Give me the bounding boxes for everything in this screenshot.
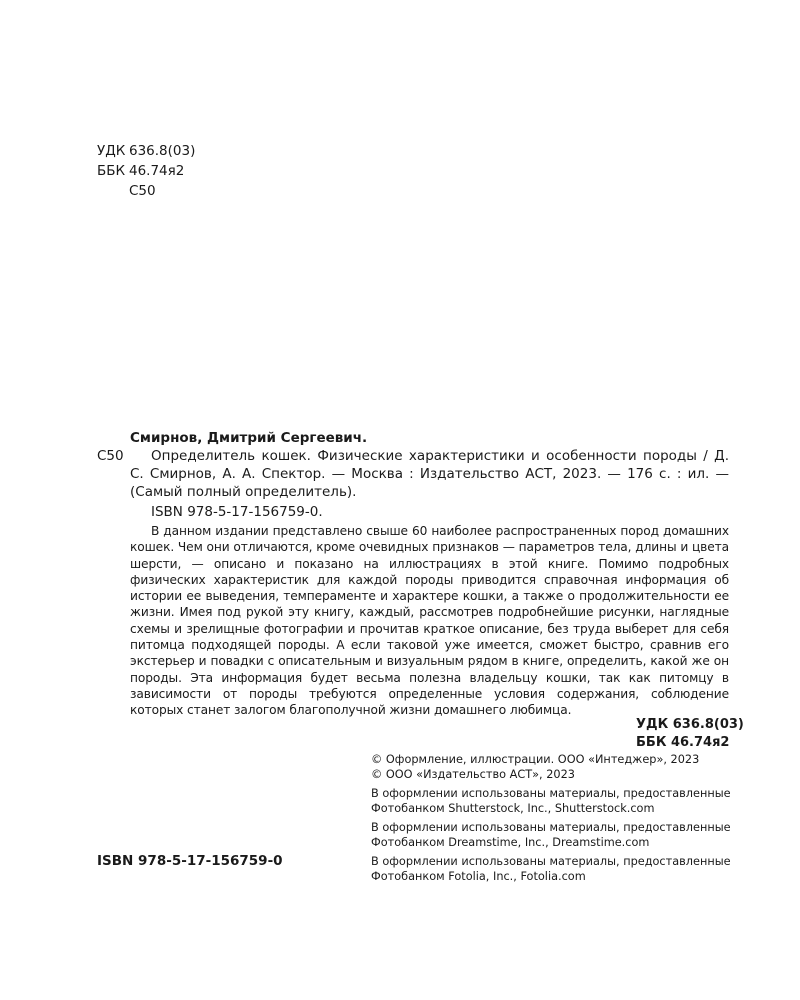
copyright-notice: © Оформление, иллюстрации. ООО «Интеджер», 2023 © ООО «Издательство АСТ», 2023 [371, 753, 700, 781]
author-sign: С50 [129, 183, 156, 199]
photo-credit-fotolia: В оформлении использованы материалы, предоставленные Фотобанком Fotolia, Inc., Fotolia.com [371, 855, 731, 883]
title-row [97, 447, 729, 501]
isbn-bottom: ISBN 978-5-17-156759-0 [97, 853, 283, 869]
bold-udk: УДК 636.8(03) [636, 717, 744, 732]
bbk-row [97, 161, 195, 181]
author-heading: Смирнов, Дмитрий Сергеевич. [130, 430, 368, 446]
bold-bbk: ББК 46.74я2 [636, 735, 730, 750]
entry-isbn: ISBN 978-5-17-156759-0. [151, 504, 323, 520]
photo-credit-shutterstock: В оформлении использованы материалы, предоставленные Фотобанком Shutterstock, Inc., Shutterstock.com [371, 787, 731, 815]
bold-classification-codes [636, 716, 744, 752]
title-description: Определитель кошек. Физические характеристики и особенности породы / Д. С. Смирнов, А. А. Спектор. — Москва : Издательство АСТ, 2023. — 176 с. : ил. — (Самый полный определитель). [130, 448, 729, 500]
udk-row [97, 141, 195, 161]
classification-codes [97, 141, 195, 201]
bbk-value: 46.74я2 [129, 163, 185, 179]
annotation: В данном издании представлено свыше 60 наиболее распространенных пород домашних кошек. Чем они отличаются, кроме очевидных признаков — параметров тела, длины и цвета шерсти, — описано и показано на иллюстрациях в этой книге. Помимо подробных физических характеристик для каждой породы приводится справочная информация об истории ее выведения, темпераменте и характере кошки, а также о продолжительности ее жизни. Имея под рукой эту книгу, каждый, рассмотрев подробнейшие рисунки, наглядные схемы и зрелищные фотографии и прочитав краткое описание, без труда выберет для себя питомца подходящей породы. А если таковой уже имеется, сможет быстро, сравнив его экстерьер и повадки с описательным и визуальным рядом в книге, определить, какой же он породы. Эта информация будет весьма полезна владельцу кошки, так как питомцу в зависимости от породы требуются определенные условия содержания, соблюдение которых станет залогом благополучной жизни домашнего любимца. [130, 524, 729, 718]
author-sign-row [97, 181, 195, 201]
bbk-label: ББК [97, 163, 126, 179]
udk-label: УДК [97, 143, 126, 159]
copyright-block [371, 752, 751, 888]
udk-value: 636.8(03) [129, 143, 196, 159]
bibliographic-entry [97, 429, 729, 719]
entry-code: С50 [97, 448, 124, 464]
photo-credit-dreamstime: В оформлении использованы материалы, предоставленные Фотобанком Dreamstime, Inc., Dreamstime.com [371, 821, 731, 849]
